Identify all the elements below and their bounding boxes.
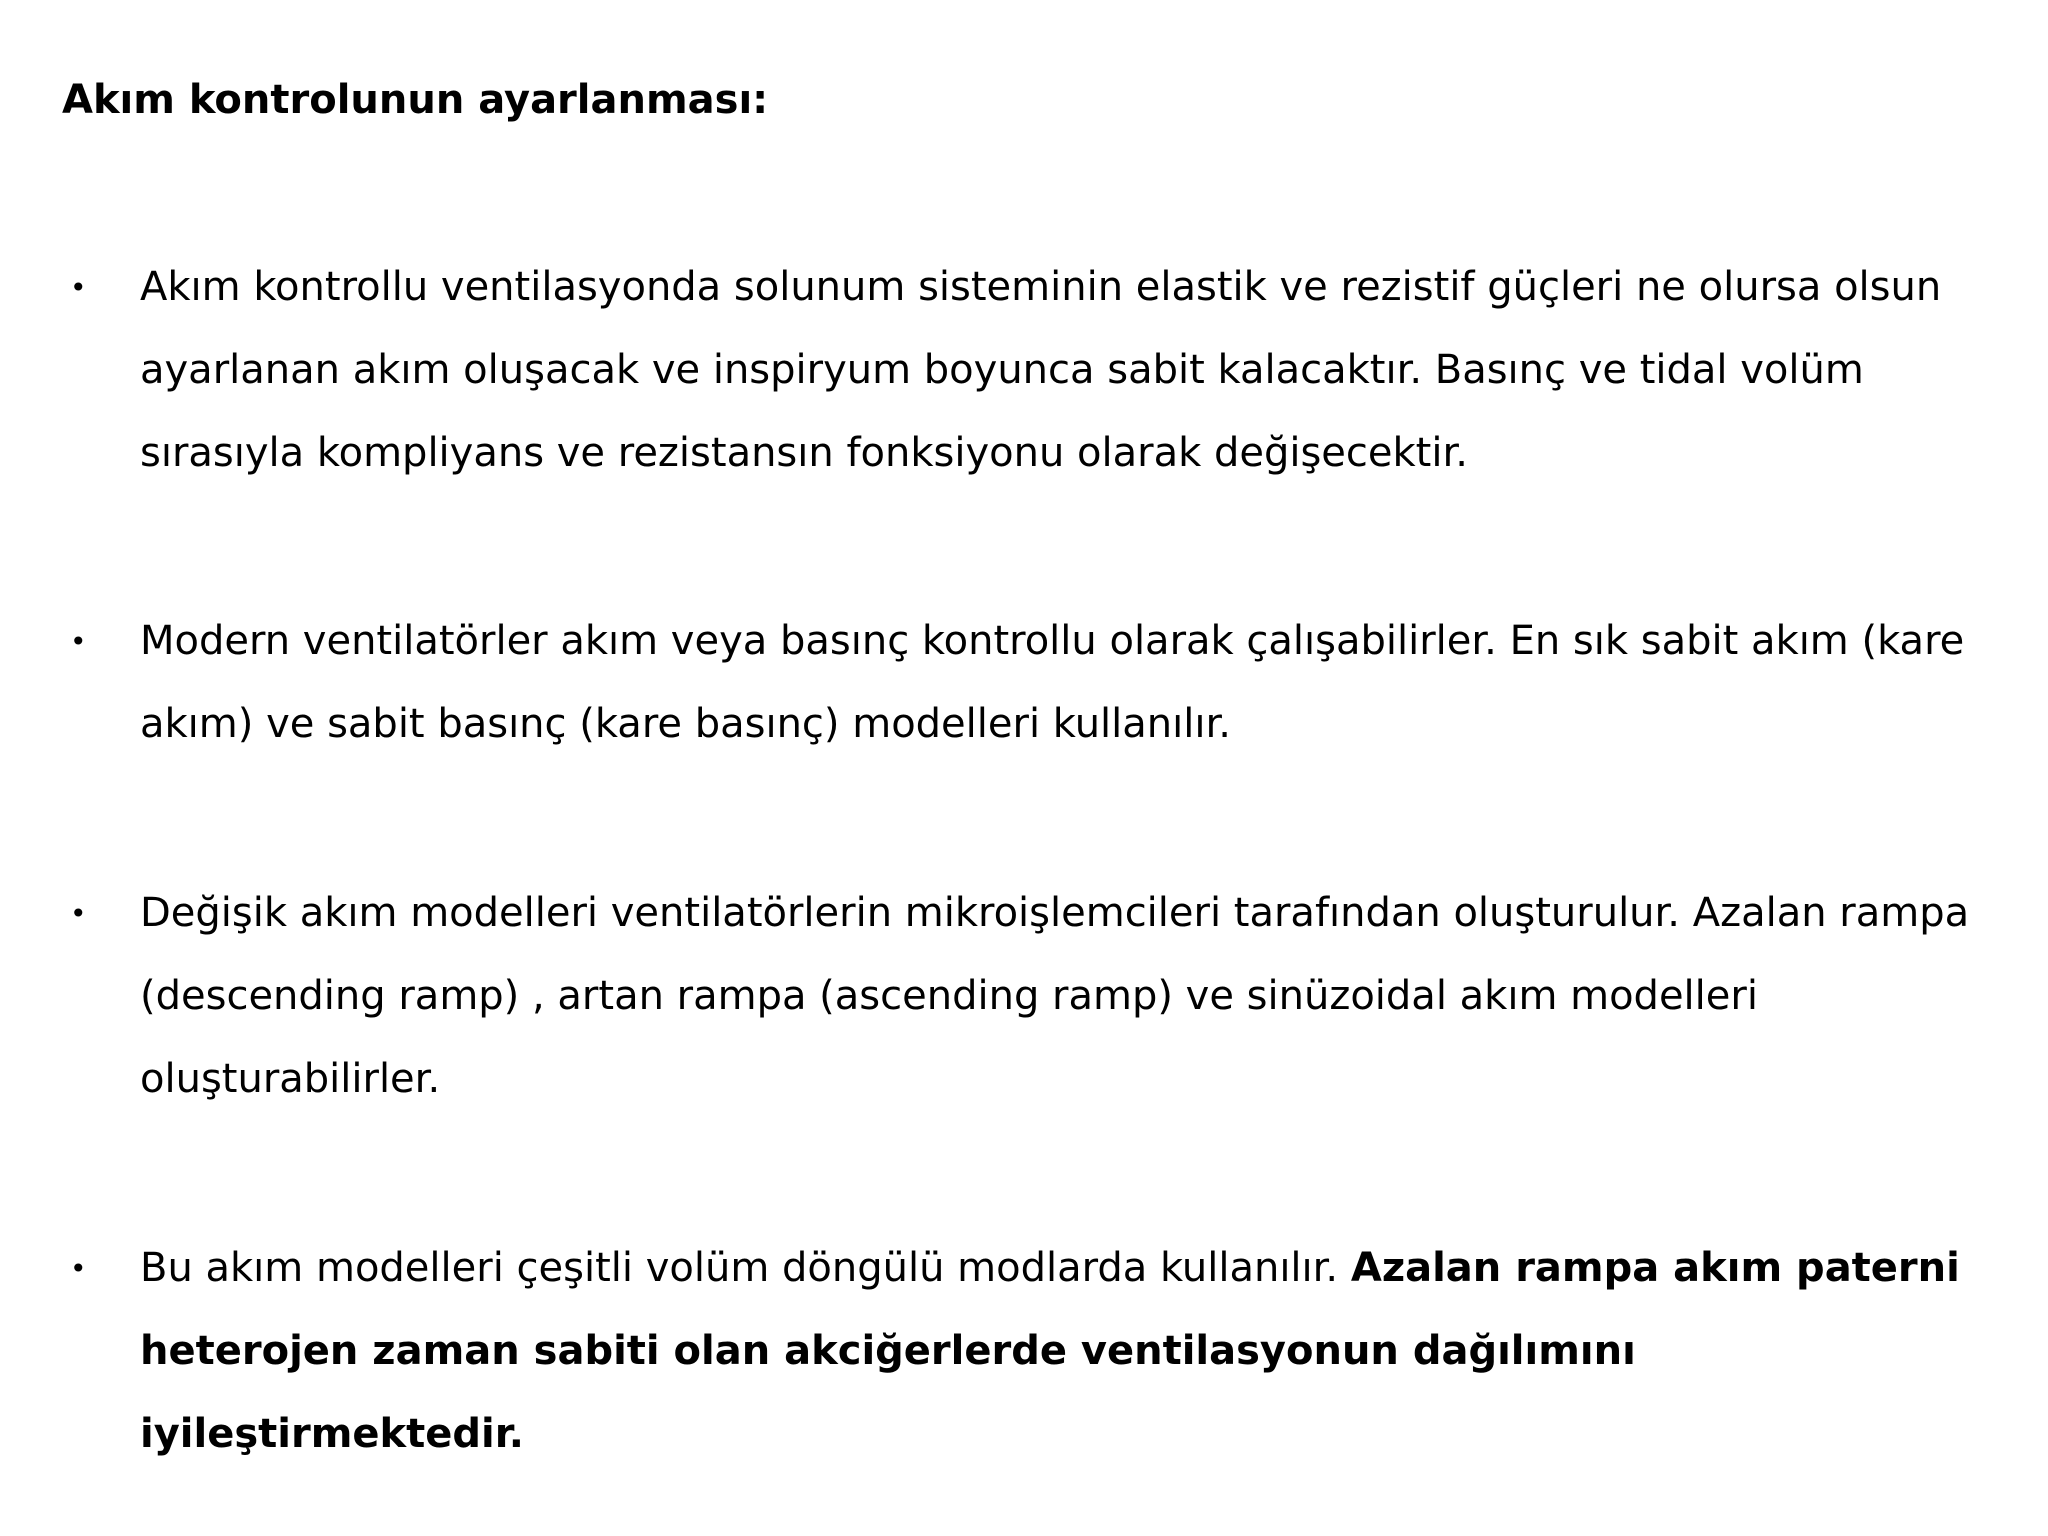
bullet-dot-icon: • [70,625,87,658]
bullet-dot-icon: • [70,271,87,304]
bullet-dot-icon: • [70,1252,87,1285]
bullet-text [140,1227,2010,1476]
bullet-dot-icon: • [70,897,87,930]
bullet-text: Akım kontrollu ventilasyonda solunum sisteminin elastik ve rezistif güçleri ne olursa olsun ayarlanan akım oluşacak ve inspiryum boyunca sabit kalacaktır. Basınç ve tidal volüm sırasıyla kompliyans ve rezistansın fonksiyonu olarak değişecektir. [140,264,1942,476]
slide-title: Akım kontrolunun ayarlanması: [62,77,769,123]
bullet-text-regular: Bu akım modelleri çeşitli volüm döngülü modlarda kullanılır. [140,1245,1351,1291]
bullet-text-bold: Azalan rampa akım paterni heterojen zaman sabiti olan akciğerlerde ventilasyonun dağılımını iyileştirmektedir. [140,1245,1960,1457]
bullet-text: Değişik akım modelleri ventilatörlerin mikroişlemcileri tarafından oluşturulur. Azalan rampa (descending ramp) , artan rampa (ascending ramp) ve sinüzoidal akım modelleri oluşturabilirler. [140,890,1970,1102]
bullet-text: Modern ventilatörler akım veya basınç kontrollu olarak çalışabilirler. En sık sabit akım (kare akım) ve sabit basınç (kare basınç) modelleri kullanılır. [140,618,1965,747]
